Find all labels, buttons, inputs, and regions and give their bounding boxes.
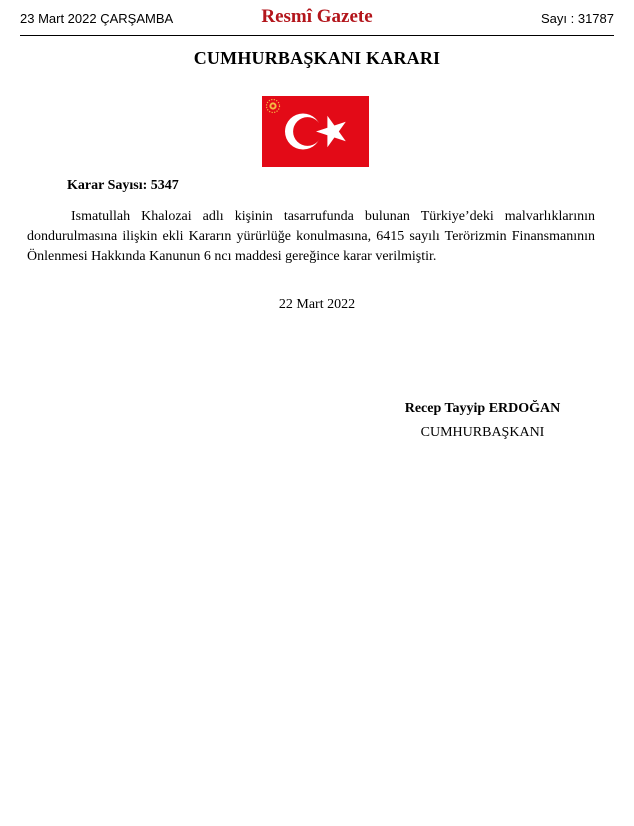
publication-title: Resmî Gazete [261,6,373,27]
signature-block [395,397,570,445]
gazette-header [20,6,614,34]
decision-body: Ismatullah Khalozai adlı kişinin tasarrufunda bulunan Türkiye’deki malvarlıklarının dondurulmasına ilişkin ekli Kararın yürürlüğe konulmasına, 6415 sayılı Terörizmin Finansmanının Önlenmesi Hakkında Kanunun 6 ncı maddesi gereğince karar verilmiştir. [27,209,595,264]
header-date: 23 Mart 2022 ÇARŞAMBA [20,11,174,26]
signatory-title: CUMHURBAŞKANI [420,425,545,440]
decision-number: Karar Sayısı: 5347 [67,178,179,193]
document-title: CUMHURBAŞKANI KARARI [193,48,441,68]
header-divider [20,35,614,36]
decision-date: 22 Mart 2022 [278,297,356,312]
turkish-flag-icon [262,96,369,167]
issue-number: Sayı : 31787 [541,11,614,26]
signatory-name: Recep Tayyip ERDOĞAN [404,401,561,416]
